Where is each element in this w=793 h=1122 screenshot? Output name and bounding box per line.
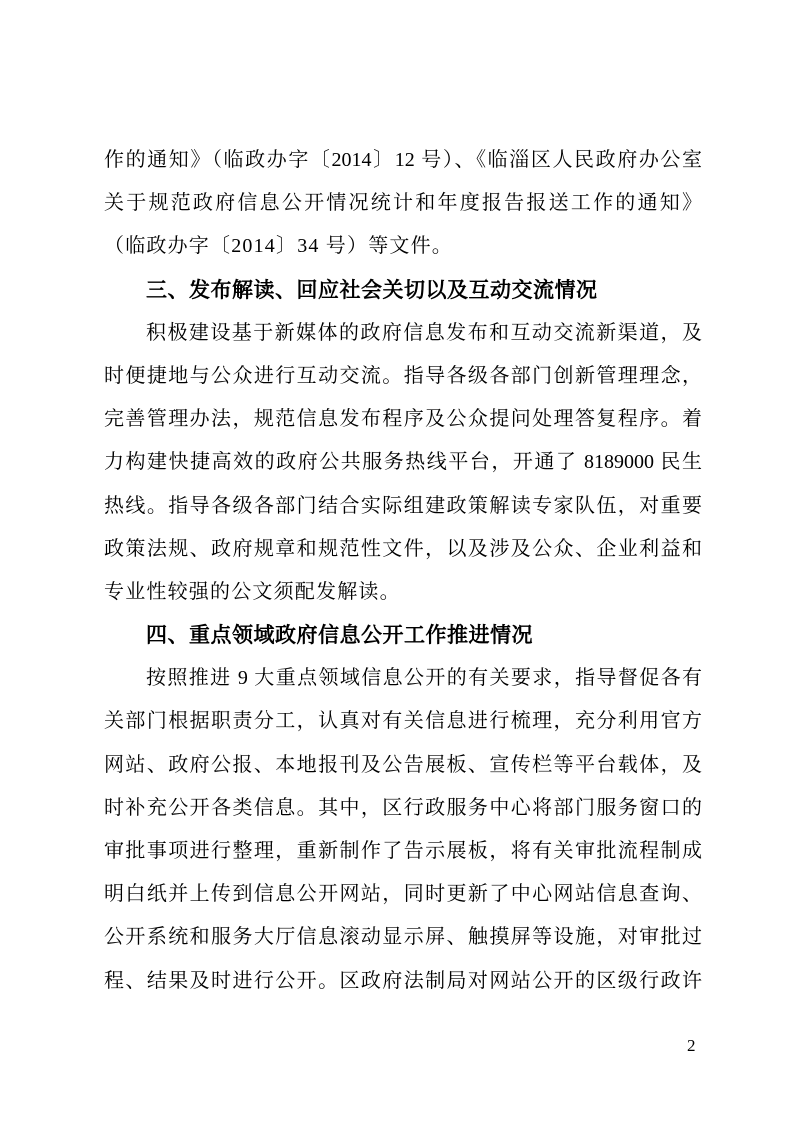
text-line: 时补充公开各类信息。其中，区行政服务中心将部门服务窗口的: [104, 796, 702, 819]
text-line: 热线。指导各级各部门结合实际组建政策解读专家队伍，对重要: [104, 494, 702, 517]
text-line: 专业性较强的公文须配发解读。: [104, 580, 401, 603]
text-line: 时便捷地与公众进行互动交流。指导各级各部门创新管理理念，: [104, 364, 702, 387]
text-line: 公开系统和服务大厅信息滚动显示屏、触摸屏等设施，对审批过: [104, 926, 702, 949]
section-heading: 三、发布解读、回应社会关切以及互动交流情况: [146, 277, 598, 302]
text-line: 程、结果及时进行公开。区政府法制局对网站公开的区级行政许: [104, 969, 702, 992]
text-line: 积极建设基于新媒体的政府信息发布和互动交流新渠道，及: [146, 321, 702, 344]
page-number: 2: [687, 1036, 696, 1055]
section-heading: 四、重点领域政府信息公开工作推进情况: [146, 623, 533, 648]
text-line: 按照推进 9 大重点领域信息公开的有关要求，指导督促各有: [146, 667, 702, 690]
text-line: 完善管理办法，规范信息发布程序及公众提问处理答复程序。着: [104, 408, 702, 431]
text-line: 关于规范政府信息公开情况统计和年度报告报送工作的通知》: [104, 192, 702, 215]
text-line: 明白纸并上传到信息公开网站，同时更新了中心网站信息查询、: [104, 883, 702, 906]
text-line: 网站、政府公报、本地报刊及公告展板、宣传栏等平台载体，及: [104, 753, 702, 776]
text-line: 关部门根据职责分工，认真对有关信息进行梳理，充分利用官方: [104, 710, 702, 733]
document-body: [104, 139, 702, 1003]
text-line: （临政办字〔2014〕34 号）等文件。: [104, 235, 453, 258]
text-line: 审批事项进行整理，重新制作了告示展板，将有关审批流程制成: [104, 840, 702, 862]
text-line: 政策法规、政府规章和规范性文件，以及涉及公众、企业利益和: [104, 537, 702, 560]
text-line: 力构建快捷高效的政府公共服务热线平台，开通了 8189000 民生: [104, 451, 702, 474]
text-line: 作的通知》（临政办字〔2014〕12 号）、《临淄区人民政府办公室: [104, 149, 702, 171]
